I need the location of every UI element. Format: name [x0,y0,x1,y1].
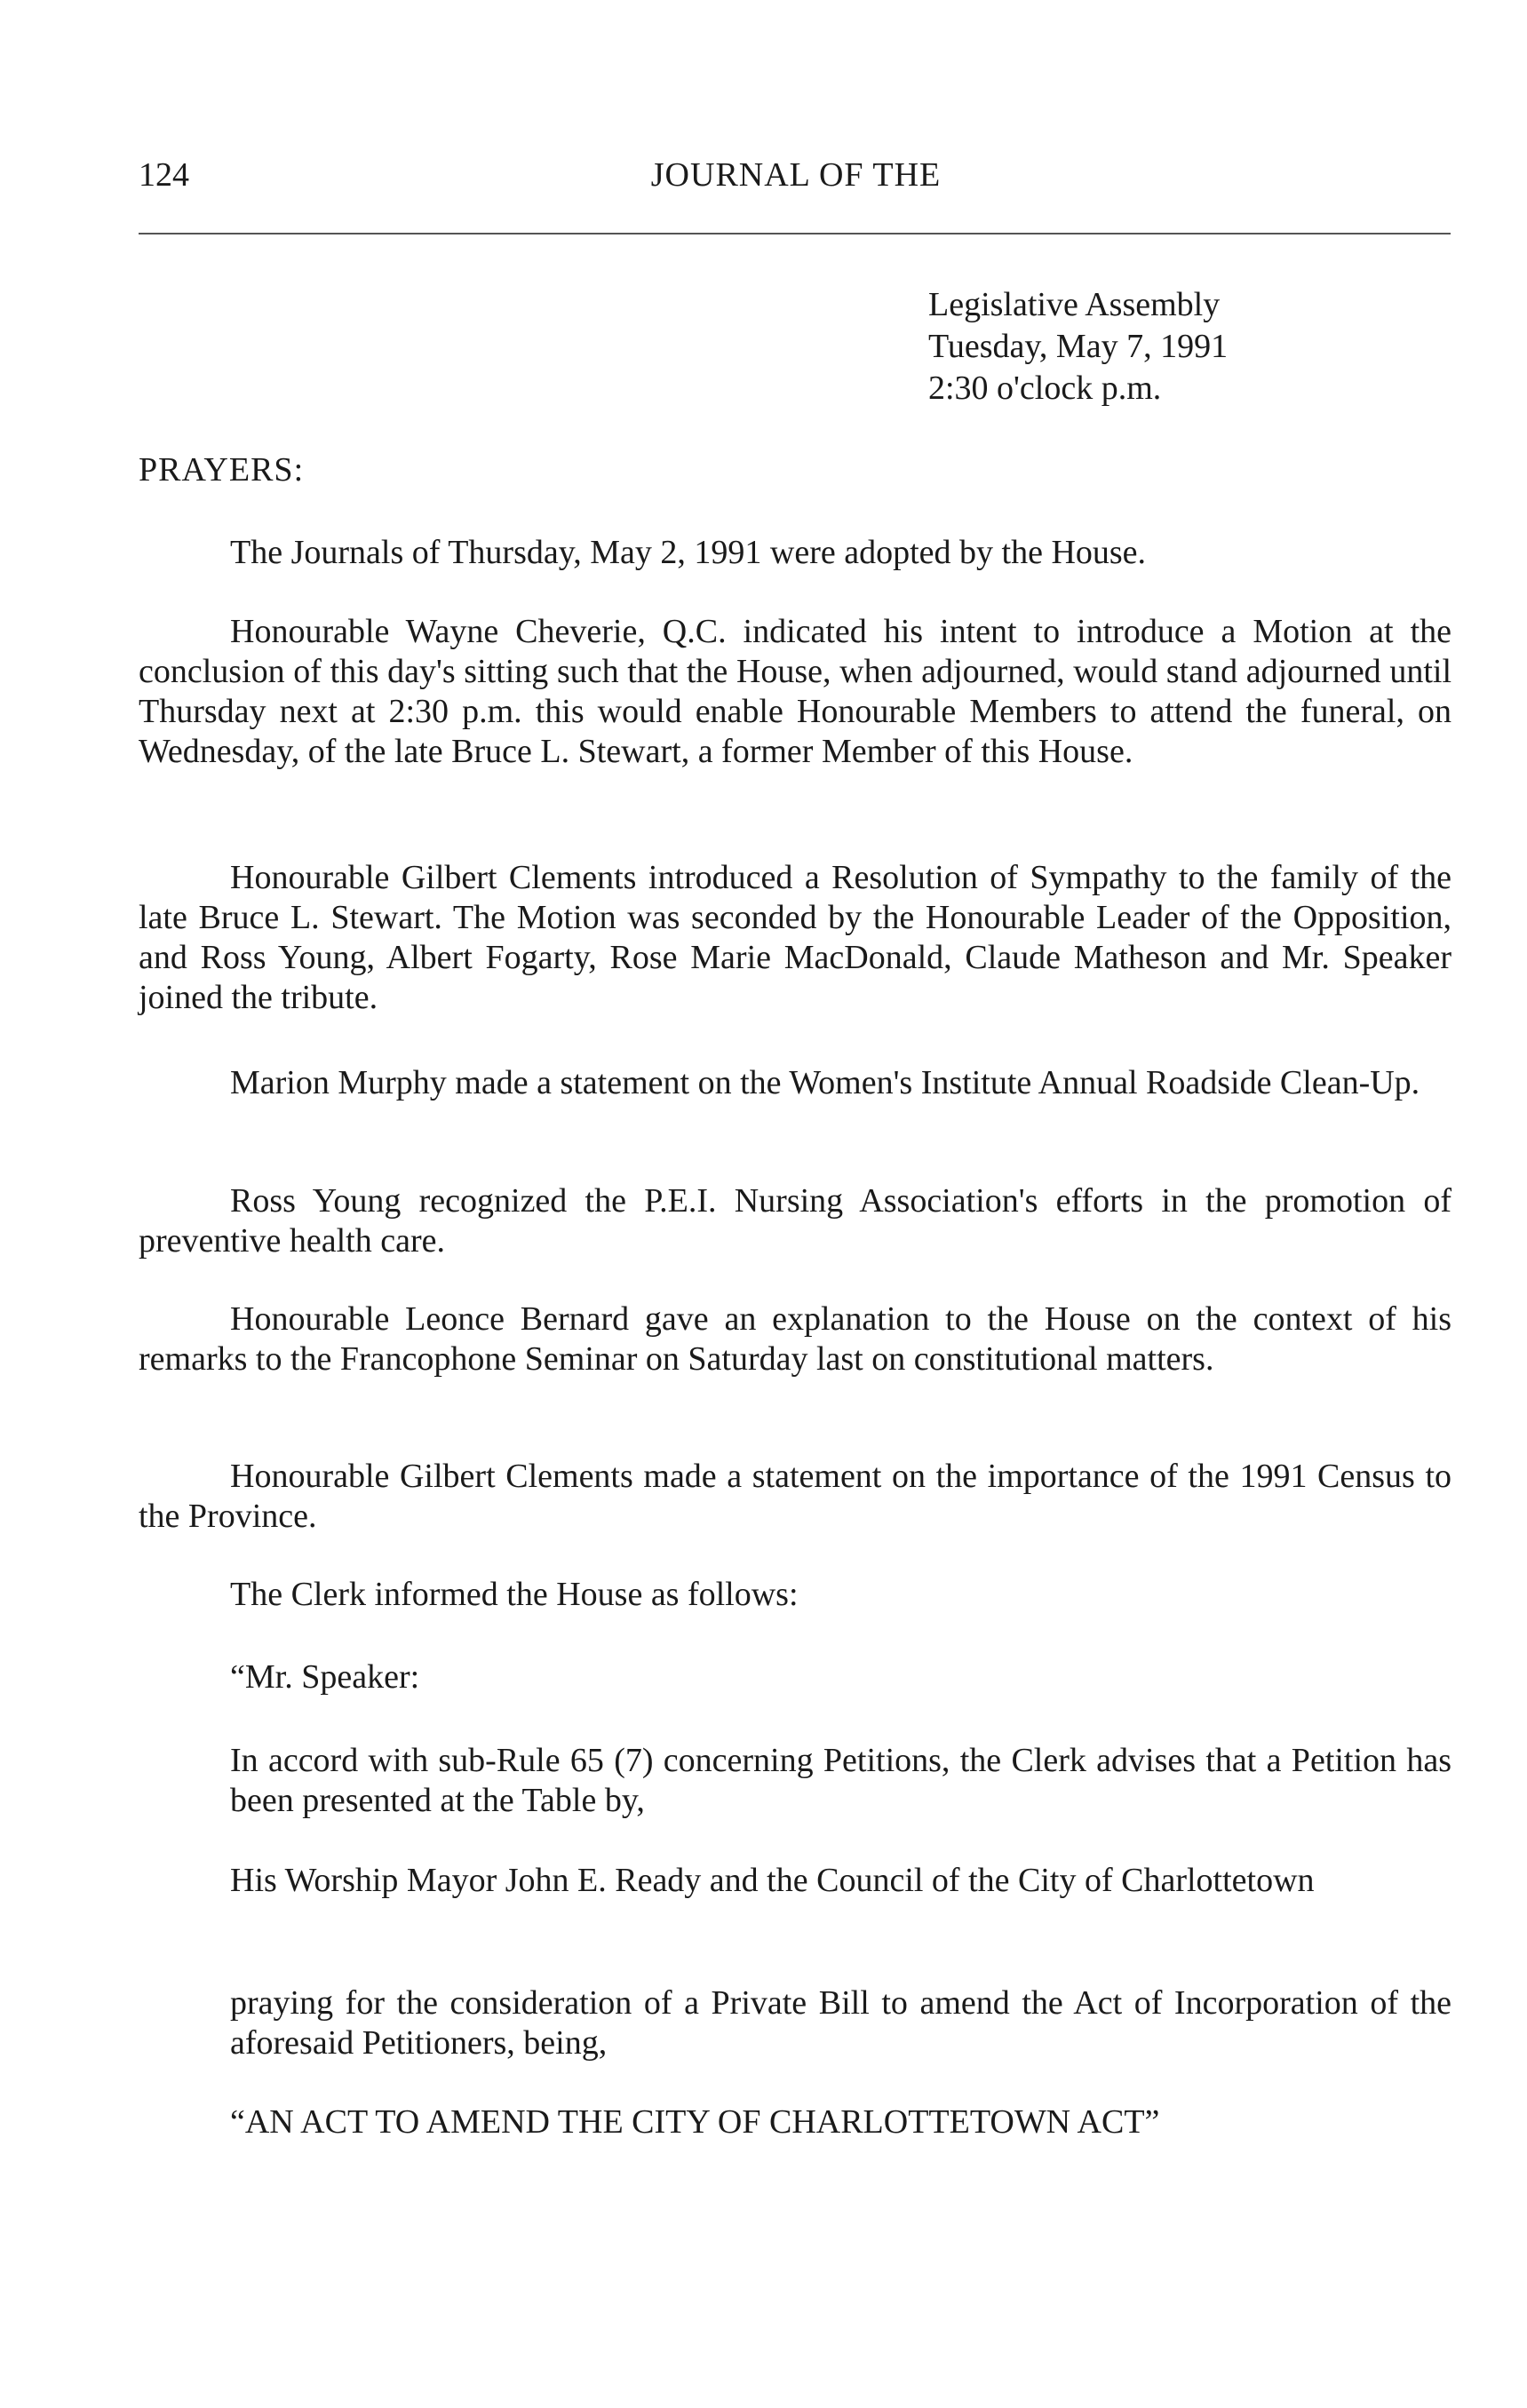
clerk-salutation: “Mr. Speaker: [230,1658,420,1696]
clerk-prayer: praying for the consideration of a Private Bill to amend the Act of Incorporation of the aforesaid Petitioners, being, [230,1984,1451,2062]
paragraph-francophone-seminar: Honourable Leonce Bernard gave an explanation to the House on the context of his remarks to the Francophone Seminar on Saturday last on constitutional matters. [139,1300,1451,1378]
clerk-rule-paragraph: In accord with sub-Rule 65 (7) concerning Petitions, the Clerk advises that a Petition has been presented at the Table by, [230,1742,1451,1819]
prayers-heading: PRAYERS: [139,451,305,489]
dateline-time: 2:30 o'clock p.m. [928,370,1162,407]
clerk-petitioners: His Worship Mayor John E. Ready and the Council of the City of Charlottetown [230,1862,1315,1899]
paragraph-clerk-informed: The Clerk informed the House as follows: [230,1576,799,1613]
dateline [928,284,1228,409]
page-number: 124 [139,156,189,194]
dateline-assembly: Legislative Assembly [928,286,1221,323]
paragraph-resolution-of-sympathy: Honourable Gilbert Clements introduced a Resolution of Sympathy to the family of the late Bruce L. Stewart. The Motion was seconded by the Honourable Leader of the Opposition, and Ross Young, Albert Fogarty, Rose Marie MacDonald, Claude Matheson and Mr. Speaker joined the tribute. [139,859,1451,1016]
paragraph-cheverie-motion: Honourable Wayne Cheverie, Q.C. indicated his intent to introduce a Motion at the conclusion of this day's sitting such that the House, when adjourned, would stand adjourned until Thursday next at 2:30 p.m. this would enable Honourable Members to attend the funeral, on Wednesday, of the late Bruce L. Stewart, a former Member of this House. [139,613,1451,770]
running-head: JOURNAL OF THE [650,156,942,194]
header-rule [139,233,1451,234]
paragraph-nursing-association: Ross Young recognized the P.E.I. Nursing Association's efforts in the promotion of preventive health care. [139,1182,1451,1260]
paragraph-journals-adopted: The Journals of Thursday, May 2, 1991 were adopted by the House. [230,534,1147,571]
paragraph-roadside-cleanup: Marion Murphy made a statement on the Women's Institute Annual Roadside Clean-Up. [230,1064,1420,1101]
bill-title: “AN ACT TO AMEND THE CITY OF CHARLOTTETOWN ACT” [230,2103,1160,2141]
dateline-date: Tuesday, May 7, 1991 [928,328,1229,365]
paragraph-census: Honourable Gilbert Clements made a statement on the importance of the 1991 Census to the Province. [139,1458,1451,1535]
